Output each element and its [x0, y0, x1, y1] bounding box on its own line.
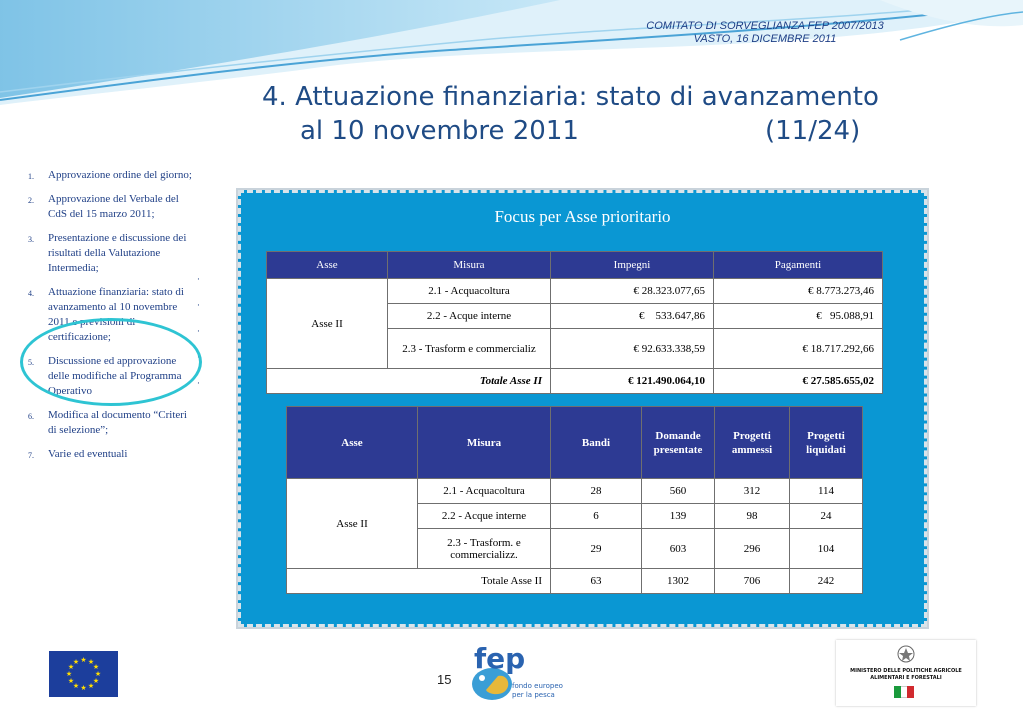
misura-cell: 2.2 - Acque interne [418, 504, 551, 529]
table-header-row [287, 407, 863, 479]
page-number: 15 [437, 672, 452, 687]
table-total-row [287, 569, 863, 594]
total-label: Totale Asse II [267, 369, 551, 394]
financial-table [266, 251, 883, 394]
italian-flag-icon [894, 686, 914, 698]
ammessi-cell: 98 [715, 504, 790, 529]
ammessi-cell: 296 [715, 529, 790, 569]
impegni-cell: € 28.323.077,65 [551, 279, 714, 304]
agenda-item [28, 408, 196, 438]
pagamenti-cell: € 95.088,91 [714, 304, 883, 329]
agenda-item [28, 447, 196, 462]
column-header: Bandi [551, 407, 642, 479]
liquidati-cell: 104 [790, 529, 863, 569]
panel-title: Focus per Asse prioritario [494, 207, 671, 226]
svg-text:★: ★ [80, 656, 87, 664]
svg-text:★: ★ [65, 670, 73, 678]
table-row [287, 479, 863, 504]
svg-text:★: ★ [80, 684, 87, 692]
ministry-logo [836, 640, 976, 706]
agenda-item [28, 231, 196, 276]
agenda-item-text: Approvazione del Verbale del CdS del 15 marzo 2011; [48, 193, 179, 220]
projects-table [286, 406, 863, 594]
fep-logo [468, 642, 563, 706]
agenda-item-number: 3. [28, 235, 34, 244]
misura-cell: 2.3 - Trasform. e commercializz. [418, 529, 551, 569]
bandi-cell: 6 [551, 504, 642, 529]
misura-cell: 2.1 - Acquacoltura [388, 279, 551, 304]
column-header: Impegni [551, 252, 714, 279]
total-domande: 1302 [642, 569, 715, 594]
svg-text:★: ★ [67, 677, 75, 685]
decorative-bullets: · · · · · [197, 275, 200, 389]
liquidati-cell: 24 [790, 504, 863, 529]
svg-text:★: ★ [94, 670, 102, 678]
misura-cell: 2.2 - Acque interne [388, 304, 551, 329]
domande-cell: 139 [642, 504, 715, 529]
column-header: Asse [287, 407, 418, 479]
column-header: Misura [418, 407, 551, 479]
highlight-circle [20, 318, 202, 406]
svg-text:★: ★ [87, 682, 95, 690]
slide-title-date: al 10 novembre 2011 [300, 116, 579, 146]
misura-cell: 2.1 - Acquacoltura [418, 479, 551, 504]
column-header: Progetti liquidati [790, 407, 863, 479]
svg-text:★: ★ [87, 658, 95, 666]
slide-title [210, 80, 970, 148]
slide-title-line2 [210, 114, 970, 148]
table-total-row [267, 369, 883, 394]
agenda-item-text: Approvazione ordine del giorno; [48, 169, 192, 181]
agenda-item [28, 168, 196, 183]
bandi-cell: 28 [551, 479, 642, 504]
total-pagamenti: € 27.585.655,02 [714, 369, 883, 394]
asse-cell: Asse II [267, 279, 388, 369]
agenda-item-number: 5. [28, 358, 34, 367]
domande-cell: 603 [642, 529, 715, 569]
fep-logo-word: fep [474, 642, 526, 675]
eu-flag-logo [49, 651, 118, 697]
total-ammessi: 706 [715, 569, 790, 594]
agenda-item [28, 192, 196, 222]
agenda-item-number: 4. [28, 289, 34, 298]
svg-text:★: ★ [92, 663, 100, 671]
column-header: Progetti ammessi [715, 407, 790, 479]
agenda-item-text: Modifica al documento “Criteri di selezione”; [48, 409, 187, 436]
agenda-item-number: 2. [28, 196, 34, 205]
emblem-icon [896, 644, 916, 664]
fep-logo-tagline1: fondo europeo [512, 682, 563, 690]
agenda-item-text: Varie ed eventuali [48, 448, 128, 460]
total-impegni: € 121.490.064,10 [551, 369, 714, 394]
impegni-cell: € 533.647,86 [551, 304, 714, 329]
ammessi-cell: 312 [715, 479, 790, 504]
fep-logo-tagline2: per la pesca [512, 691, 555, 699]
agenda-item-text: Presentazione e discussione dei risultati della Valutazione Intermedia; [48, 232, 187, 274]
pagamenti-cell: € 18.717.292,66 [714, 329, 883, 369]
svg-text:★: ★ [67, 663, 75, 671]
column-header: Pagamenti [714, 252, 883, 279]
svg-text:★: ★ [92, 677, 100, 685]
column-header: Asse [267, 252, 388, 279]
asse-cell: Asse II [287, 479, 418, 569]
total-liquidati: 242 [790, 569, 863, 594]
eu-stars-icon [49, 651, 118, 697]
bandi-cell: 29 [551, 529, 642, 569]
domande-cell: 560 [642, 479, 715, 504]
agenda-item-number: 7. [28, 451, 34, 460]
meeting-header [600, 20, 930, 46]
agenda-item-number: 6. [28, 412, 34, 421]
column-header: Domande presentate [642, 407, 715, 479]
agenda-item-text: Attuazione finanziaria: stato di avanzamento al 10 novembre 2011 e previsioni di certificazione; [48, 286, 184, 343]
misura-cell: 2.3 - Trasform e commercializ [388, 329, 551, 369]
liquidati-cell: 114 [790, 479, 863, 504]
svg-text:★: ★ [72, 658, 80, 666]
meeting-header-line1: COMITATO DI SORVEGLIANZA FEP 2007/2013 [646, 20, 884, 32]
meeting-header-line2: VASTO, 16 DICEMBRE 2011 [693, 33, 837, 45]
slide-counter: (11/24) [765, 116, 861, 146]
table-header-row [267, 252, 883, 279]
ministry-name: MINISTERO DELLE POLITICHE AGRICOLE ALIMENTARI E FORESTALI [850, 668, 962, 681]
agenda-item-text: Discussione ed approvazione delle modifiche al Programma Operativo [48, 355, 182, 397]
total-bandi: 63 [551, 569, 642, 594]
agenda-item-number: 1. [28, 172, 34, 181]
table-row [267, 279, 883, 304]
column-header: Misura [388, 252, 551, 279]
svg-text:★: ★ [72, 682, 80, 690]
impegni-cell: € 92.633.338,59 [551, 329, 714, 369]
total-label: Totale Asse II [287, 569, 551, 594]
slide-title-line1: 4. Attuazione finanziaria: stato di avanzamento [262, 82, 879, 112]
focus-panel [238, 190, 927, 627]
pagamenti-cell: € 8.773.273,46 [714, 279, 883, 304]
